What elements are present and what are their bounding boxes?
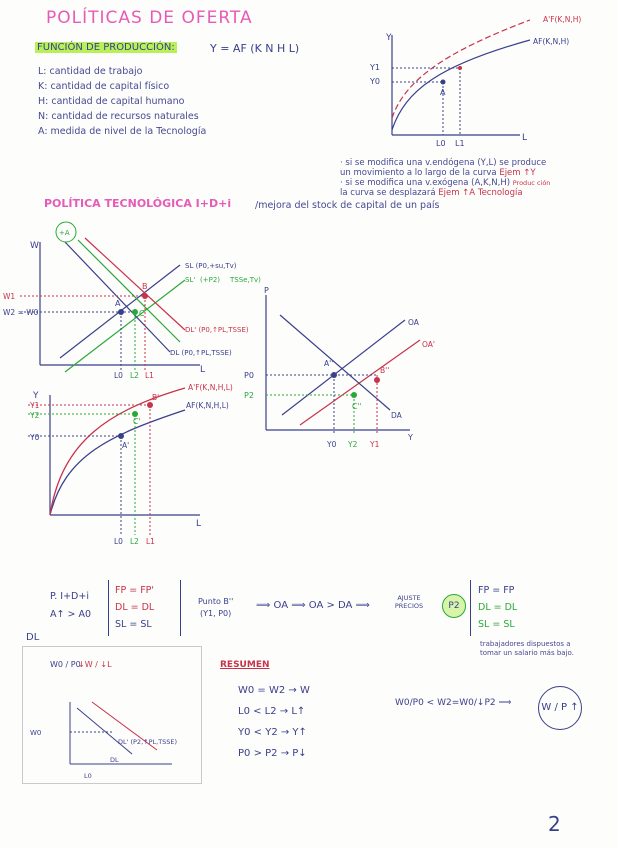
svg-text:+A: +A	[59, 229, 70, 237]
summary-left	[50, 588, 91, 624]
eq-sl: SL = SL	[115, 619, 152, 630]
svg-text:L: L	[196, 519, 202, 529]
svg-text:DL' (P0,↑PL,TSSE): DL' (P0,↑PL,TSSE)	[185, 326, 249, 334]
p2-circle: P2	[442, 594, 466, 618]
aggregate-market-graph	[240, 285, 460, 455]
note-2: un movimiento a lo largo de la curva Ejem ↑Y	[340, 168, 536, 178]
svg-text:A: A	[115, 299, 121, 308]
def-h: H: cantidad de capital humano	[38, 96, 185, 107]
svg-text:OA: OA	[408, 318, 419, 327]
svg-text:Y1: Y1	[370, 63, 380, 72]
svg-text:SL (P0,+su,Tv): SL (P0,+su,Tv)	[185, 262, 237, 270]
resumen-w: W0 = W2 → W	[238, 685, 310, 696]
policy-label: P. I+D+i	[50, 591, 89, 602]
def-a: A: medida de nivel de la Tecnología	[38, 126, 207, 137]
svg-text:TSSe,Tv): TSSe,Tv)	[230, 276, 261, 284]
production-formula: Y = AF (K N H L)	[210, 42, 300, 55]
svg-text:P: P	[264, 286, 269, 295]
svg-text:L0: L0	[436, 139, 446, 148]
svg-text:A: A	[440, 88, 446, 97]
svg-text:L2: L2	[130, 537, 139, 546]
eq-dl: DL = DL	[115, 602, 155, 613]
svg-text:SL': SL'	[185, 276, 196, 284]
dl-title: DL	[26, 632, 40, 643]
svg-text:W0: W0	[30, 729, 42, 737]
svg-text:Y2: Y2	[30, 411, 40, 420]
eq2-sl: SL = SL	[478, 619, 515, 630]
summary-eqs-2	[478, 582, 517, 633]
svg-text:Y: Y	[33, 391, 39, 401]
svg-text:L0: L0	[84, 772, 92, 780]
note-4: la curva se desplazará Ejem ↑A Tecnología	[340, 188, 523, 198]
svg-text:DL: DL	[110, 756, 119, 764]
production-label: FUNCIÓN DE PRODUCCIÓN:	[37, 42, 175, 53]
svg-text:L0: L0	[114, 371, 123, 380]
svg-text:AF(K,N,H,L): AF(K,N,H,L)	[186, 401, 229, 410]
production-graph	[360, 10, 610, 150]
svg-text:Y0: Y0	[370, 77, 380, 86]
svg-text:P0: P0	[244, 371, 254, 380]
svg-text:Y1: Y1	[370, 440, 380, 449]
svg-text:Y0: Y0	[30, 433, 40, 442]
svg-text:(+P2): (+P2)	[200, 276, 221, 284]
compare-line: W0/P0 < W2=W0/↓P2 ⟹	[395, 698, 512, 708]
svg-text:L1: L1	[145, 371, 154, 380]
def-l: L: cantidad de trabajo	[38, 66, 143, 77]
svg-text:L2: L2	[130, 371, 139, 380]
dl-graph	[22, 646, 200, 782]
def-n: N: cantidad de recursos naturales	[38, 111, 199, 122]
page-number: 2	[548, 812, 561, 836]
svg-text:A'F(K,N,H,L): A'F(K,N,H,L)	[188, 383, 233, 392]
def-k: K: cantidad de capital físico	[38, 81, 170, 92]
svg-text:C': C'	[133, 417, 141, 426]
svg-text:W: W	[30, 241, 39, 251]
notes-block	[340, 158, 550, 198]
labour-market-graph	[0, 220, 280, 380]
svg-text:P2: P2	[244, 391, 254, 400]
svg-text:DL (P0,↑PL,TSSE): DL (P0,↑PL,TSSE)	[170, 349, 232, 357]
production-graph-2	[0, 380, 260, 550]
eq2-fp: FP = FP	[478, 585, 515, 596]
svg-text:AF(K,N,H): AF(K,N,H)	[533, 37, 570, 46]
chain: ⟹ OA ⟹ OA > DA ⟹	[256, 600, 370, 611]
svg-text:W2 = W0: W2 = W0	[3, 308, 39, 317]
svg-text:A'': A''	[324, 359, 334, 368]
svg-text:B'': B''	[380, 366, 390, 375]
svg-text:L: L	[200, 365, 206, 375]
svg-text:L0: L0	[114, 537, 123, 546]
svg-text:L1: L1	[455, 139, 465, 148]
svg-text:Y2: Y2	[348, 440, 358, 449]
eq2-dl: DL = DL	[478, 602, 518, 613]
policy-subtitle: /mejora del stock de capital de un país	[255, 200, 440, 211]
page-title: POLÍTICAS DE OFERTA	[46, 8, 253, 28]
eq-fp: FP = FP'	[115, 585, 154, 596]
ajuste: AJUSTE PRECIOS	[394, 594, 424, 610]
dl-frac-rhs: ↓W / ↓L	[78, 660, 112, 669]
svg-text:B: B	[142, 282, 148, 291]
svg-text:Y0: Y0	[327, 440, 337, 449]
svg-text:Y: Y	[408, 433, 413, 442]
tech-label: A↑ > A0	[50, 609, 92, 620]
resumen-title: RESUMEN	[220, 660, 270, 670]
dl-frac-lhs: W0 / P0	[50, 660, 81, 669]
svg-text:OA': OA'	[422, 340, 435, 349]
svg-text:W1: W1	[3, 292, 16, 301]
punto-b: Punto B'' (Y1, P0)	[198, 597, 234, 618]
resumen-y: Y0 < Y2 → Y↑	[238, 727, 307, 738]
svg-text:A': A'	[122, 441, 130, 450]
svg-text:C: C	[139, 309, 145, 318]
svg-text:B': B'	[152, 393, 160, 402]
definitions-list	[38, 64, 206, 139]
resumen-l: L0 < L2 → L↑	[238, 706, 306, 717]
note-3: · si se modifica una v.exógena (A,K,N,H) Produc ción	[340, 178, 551, 188]
note-1: · si se modifica una v.endógena (Y,L) se produce	[340, 158, 547, 168]
resumen-p: P0 > P2 → P↓	[238, 748, 307, 759]
svg-text:DL' (P2,↑PL,TSSE): DL' (P2,↑PL,TSSE)	[118, 738, 178, 746]
svg-text:DA: DA	[391, 411, 402, 420]
svg-text:L: L	[522, 133, 528, 143]
policy-title: POLÍTICA TECNOLÓGICA I+D+i	[44, 197, 232, 210]
svg-text:L1: L1	[146, 537, 155, 546]
wp-circle: W / P ↑	[538, 686, 582, 730]
svg-text:Y1: Y1	[30, 401, 40, 410]
svg-text:C'': C''	[352, 402, 362, 411]
resumen-list	[238, 680, 310, 764]
svg-text:A'F(K,N,H): A'F(K,N,H)	[543, 15, 582, 24]
trabajadores-note: trabajadores dispuestos a tomar un salario más bajo.	[480, 640, 574, 657]
summary-eqs	[115, 582, 154, 633]
svg-text:Y: Y	[386, 33, 392, 43]
